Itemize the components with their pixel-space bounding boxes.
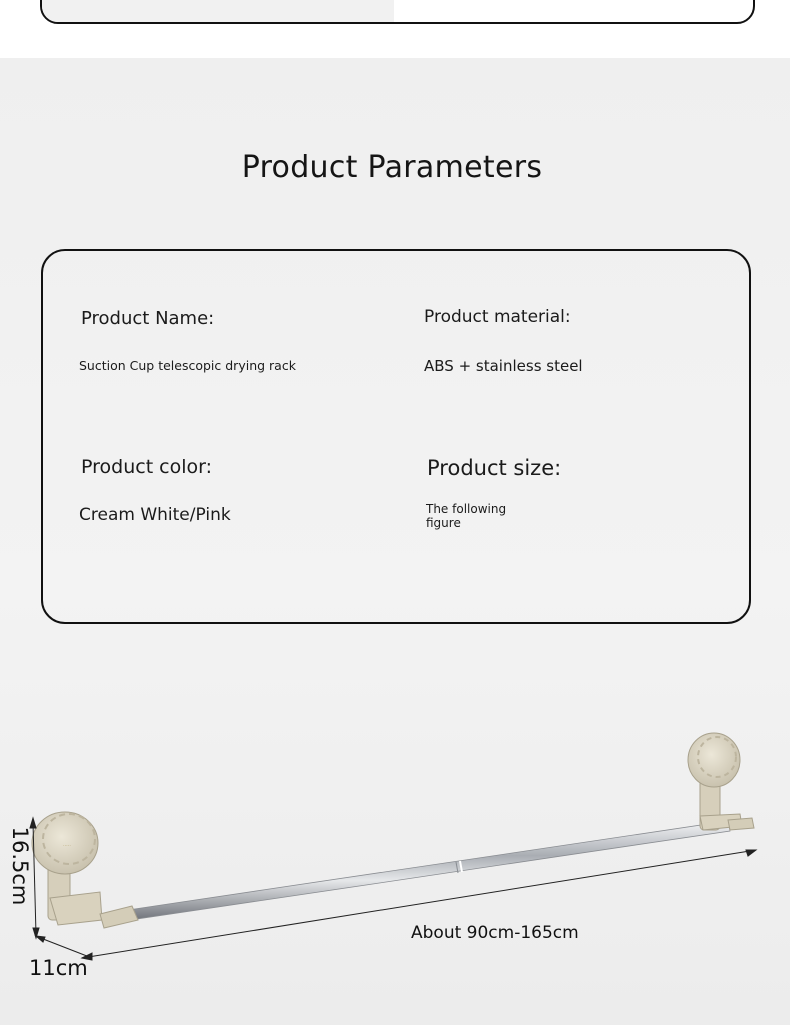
product-material-label: Product material:	[424, 307, 571, 327]
drying-rack-illustration	[0, 720, 790, 1010]
product-size-value: The following figure	[426, 502, 507, 530]
product-name-label: Product Name:	[81, 308, 215, 329]
product-size-figure	[0, 720, 790, 1010]
section-title: Product Parameters	[241, 150, 543, 185]
product-size-label: Product size:	[427, 456, 562, 480]
length-label: About 90cm-165cm	[411, 923, 579, 943]
depth-label: 11cm	[29, 956, 88, 980]
product-color-value: Cream White/Pink	[79, 505, 231, 525]
svg-text:·····: ·····	[63, 843, 71, 849]
product-material-value: ABS + stainless steel	[424, 357, 583, 375]
previous-card-left-panel	[42, 0, 394, 22]
depth-dimension-line	[36, 936, 92, 958]
telescopic-rod	[128, 821, 730, 920]
height-label: 16.5cm	[8, 826, 32, 906]
product-color-label: Product color:	[81, 456, 213, 478]
product-name-value: Suction Cup telescopic drying rack	[79, 358, 296, 373]
previous-section-card	[40, 0, 755, 24]
parameters-card	[41, 249, 751, 624]
left-suction-cup-bracket	[32, 812, 138, 928]
right-suction-cup-bracket	[688, 733, 754, 830]
